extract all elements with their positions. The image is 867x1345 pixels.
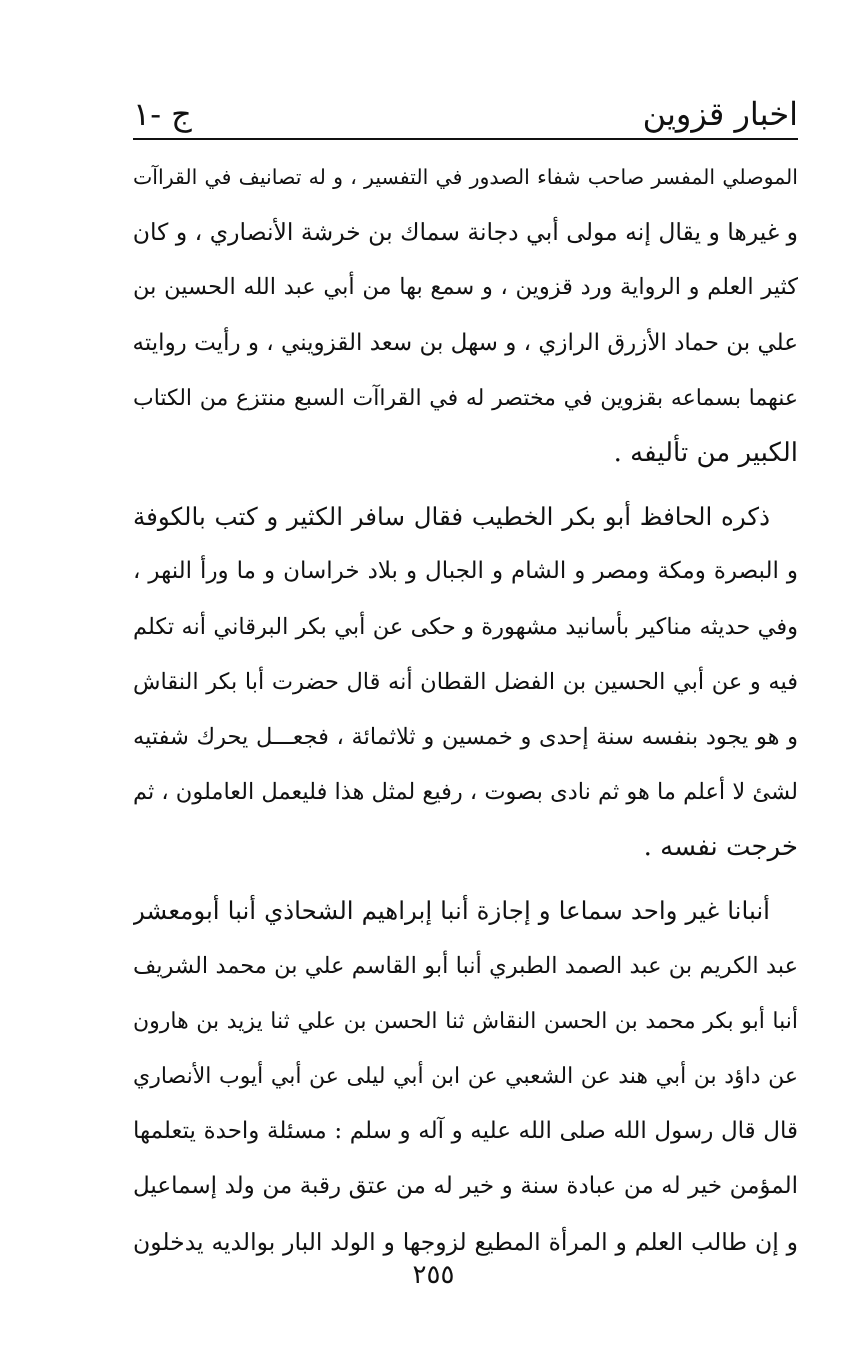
text-line: كثير العلم و الرواية ورد قزوين ، و سمع بها من أبي عبد الله الحسين بن bbox=[133, 274, 798, 301]
header-rule bbox=[133, 138, 798, 140]
text-line: فيه و عن أبي الحسين بن الفضل القطان أنه قال حضرت أبا بكر النقاش bbox=[133, 668, 798, 695]
paragraph-2 bbox=[133, 489, 798, 875]
text-line: وفي حديثه مناكير بأسانيد مشهورة و حكى عن أبي بكر البرقاني أنه تكلم bbox=[133, 613, 798, 640]
text-line: عبد الكريم بن عبد الصمد الطبري أنبا أبو القاسم علي بن محمد الشريف bbox=[133, 952, 798, 979]
text-line: و البصرة ومكة ومصر و الشام و الجبال و بلاد خراسان و ما ورأ النهر ، bbox=[133, 558, 798, 585]
text-line: الكبير من تأليفه . bbox=[613, 437, 798, 468]
text-line: و غيرها و يقال إنه مولى أبي دجانة سماك بن خرشة الأنصاري ، و كان bbox=[133, 218, 798, 247]
text-line: المؤمن خير له من عبادة سنة و خير له من عتق رقبة من ولد إسماعيل bbox=[133, 1173, 798, 1200]
text-line: ذكره الحافظ أبو بكر الخطيب فقال سافر الكثير و كتب بالكوفة bbox=[133, 502, 770, 532]
text-line: أنبانا غير واحد سماعا و إجازة أنبا إبراهيم الشحاذي أنبا أبومعشر bbox=[133, 896, 770, 926]
text-line: و إن طالب العلم و المرأة المطيع لزوجها و الولد البار بوالديه يدخلون bbox=[133, 1227, 798, 1256]
text-line: أنبا أبو بكر محمد بن الحسن النقاش ثنا الحسن بن علي ثنا يزيد بن هارون bbox=[133, 1008, 798, 1034]
running-title: اخبار قزوين bbox=[642, 95, 798, 133]
text-line: علي بن حماد الأزرق الرازي ، و سهل بن سعد القزويني ، و رأيت روايته bbox=[133, 329, 798, 356]
page-header bbox=[133, 88, 798, 140]
text-line: قال قال رسول الله صلى الله عليه و آله و سلم : مسئلة واحدة يتعلمها bbox=[133, 1118, 798, 1145]
text-line: لشئ لا أعلم ما هو ثم نادى بصوت ، رفيع لمثل هذا فليعمل العاملون ، ثم bbox=[133, 779, 798, 806]
page-number: ٢٥٥ bbox=[412, 1260, 455, 1290]
text-line: و هو يجود بنفسه سنة إحدى و خمسين و ثلاثمائة ، فجعـــل يحرك شفتيه bbox=[133, 723, 798, 750]
paragraph-1 bbox=[133, 150, 798, 481]
paragraph-3 bbox=[133, 883, 798, 1269]
text-line: خرجت نفسه . bbox=[643, 832, 798, 863]
text-line: عن داؤد بن أبي هند عن الشعبي عن ابن أبي ليلى عن أبي أيوب الأنصاري bbox=[133, 1064, 798, 1089]
text-line: عنهما بسماعه بقزوين في مختصر له في القراآت السبع منتزع من الكتاب bbox=[133, 385, 798, 411]
volume-label: ج -١ bbox=[133, 95, 192, 133]
text-line: الموصلي المفسر صاحب شفاء الصدور في التفسير ، و له تصانيف في القراآت bbox=[133, 165, 798, 189]
page-body bbox=[133, 150, 798, 1278]
